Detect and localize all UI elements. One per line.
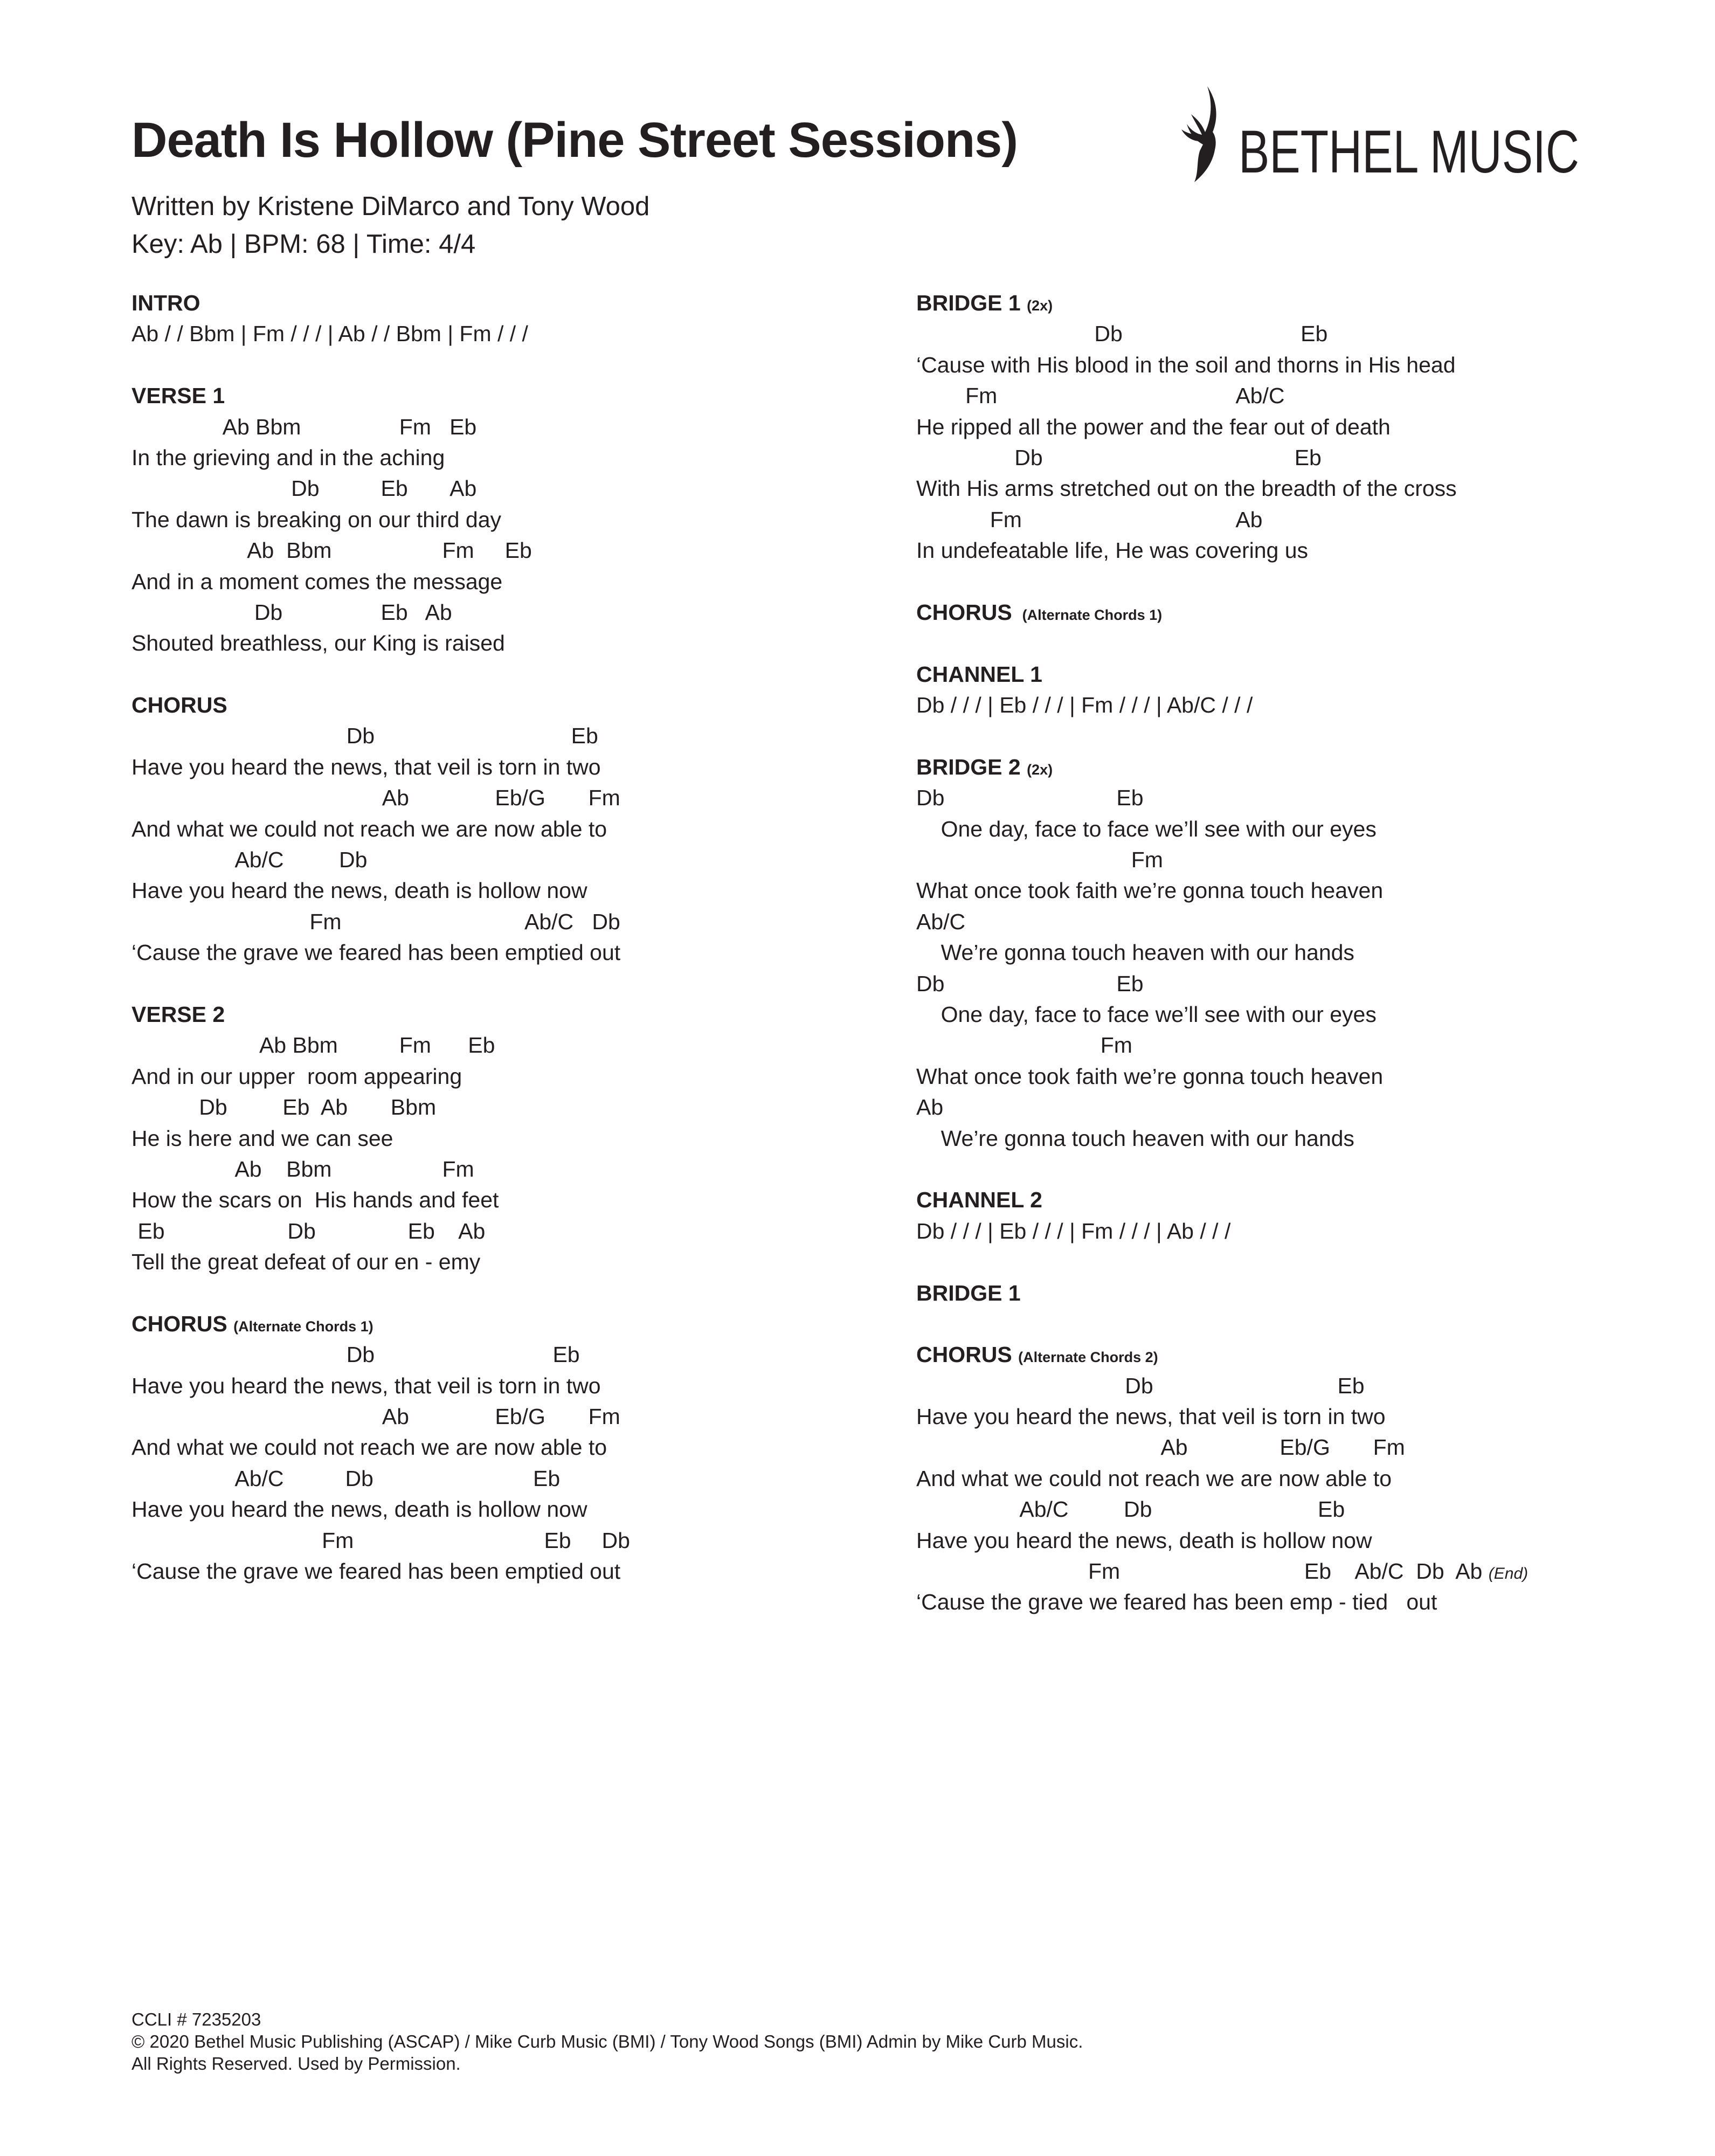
lyric-line: [132, 752, 886, 783]
blank-line: [916, 628, 1671, 659]
footer: [132, 2008, 1083, 2075]
chord-line: [916, 505, 1671, 535]
chords: Ab/C Db: [132, 847, 368, 873]
chord-line: [132, 907, 886, 937]
chord-line: [132, 412, 886, 443]
lyric-line: [132, 628, 886, 659]
section-title: BRIDGE 1: [916, 291, 1021, 315]
chords: Db Eb Ab Bbm: [132, 1095, 437, 1120]
section-title: CHORUS: [916, 599, 1012, 625]
bethel-music-logo: [1175, 81, 1585, 189]
lyric-line: [916, 1401, 1671, 1432]
right-column: [916, 288, 1671, 1618]
chords: Db Eb: [132, 1342, 580, 1367]
chord-line: [132, 597, 886, 628]
lyric-line: [916, 1061, 1671, 1092]
lyrics: And what we could not reach we are now able to: [132, 1435, 607, 1460]
blank-line: [916, 721, 1671, 751]
lyric-line: [132, 1556, 886, 1587]
chords: Ab/C Db Eb: [132, 1466, 561, 1491]
chords: Eb Db Eb Ab: [132, 1218, 486, 1243]
lyric-line: [132, 814, 886, 845]
lyrics: ‘Cause the grave we feared has been emptied out: [132, 1559, 621, 1584]
chords: Ab Bbm Fm Eb: [132, 414, 477, 439]
section-heading: [916, 288, 1671, 319]
chords: Fm: [916, 1033, 1132, 1058]
chords: Ab / / Bbm | Fm / / / | Ab / / Bbm | Fm / / /: [132, 321, 528, 347]
lyric-line: [132, 566, 886, 597]
chords: Ab: [916, 1095, 944, 1120]
lyric-line: [132, 1247, 886, 1277]
lyrics: Tell the great defeat of our en - emy: [132, 1249, 481, 1275]
section-heading: [916, 1278, 1671, 1309]
chord-line: [916, 1494, 1671, 1525]
lyric-line: [916, 999, 1671, 1030]
lyric-line: [916, 1463, 1671, 1494]
lyric-line: [916, 350, 1671, 381]
lyric-line: [916, 535, 1671, 566]
chords: Db Eb: [916, 971, 1144, 996]
lyric-line: [916, 473, 1671, 504]
rights-notice: All Rights Reserved. Used by Permission.: [132, 2054, 461, 2074]
chords: Ab Bbm Fm Eb: [132, 1033, 495, 1058]
lyrics: Have you heard the news, death is hollow now: [916, 1528, 1372, 1553]
section-heading: [916, 659, 1671, 690]
section-note: (2x): [1027, 761, 1053, 778]
lyrics: Have you heard the news, death is hollow now: [132, 1497, 587, 1522]
lyric-line: [132, 1123, 886, 1154]
lyric-line: [132, 1432, 886, 1463]
chord-line: [132, 1216, 886, 1247]
section-note: (Alternate Chords 2): [1018, 1349, 1158, 1366]
lyrics: And what we could not reach we are now able to: [916, 1466, 1392, 1491]
blank-line: [916, 566, 1671, 597]
lyrics: Have you heard the news, death is hollow now: [132, 878, 587, 903]
chord-line: [916, 319, 1671, 349]
lyrics: ‘Cause the grave we feared has been emp - tied out: [916, 1590, 1437, 1615]
section-note: (Alternate Chords 1): [233, 1318, 374, 1335]
chords: Fm Eb Db: [132, 1528, 630, 1553]
chord-line: [916, 1556, 1671, 1587]
song-meta: Key: Ab | BPM: 68 | Time: 4/4: [132, 230, 476, 259]
chords: Ab Eb/G Fm: [132, 1404, 620, 1429]
blank-line: [132, 969, 886, 999]
lyrics: What once took faith we’re gonna touch heaven: [916, 1063, 1384, 1089]
lyric-line: [132, 1371, 886, 1401]
blank-line: [132, 350, 886, 381]
chords: Ab Bbm Fm: [132, 1156, 474, 1181]
lyrics: Have you heard the news, that veil is torn in two: [916, 1404, 1386, 1429]
lyric-line: [916, 1123, 1671, 1154]
lyrics: ‘Cause the grave we feared has been emptied out: [132, 940, 621, 965]
lyrics: One day, face to face we’ll see with our eyes: [916, 1001, 1377, 1027]
lyric-line: [132, 1185, 886, 1215]
section-title: CHANNEL 2: [916, 1187, 1042, 1213]
blank-line: [916, 1247, 1671, 1277]
section-heading: [132, 690, 886, 721]
section-heading: [916, 597, 1671, 628]
chord-line: [132, 1339, 886, 1370]
section-note: (2x): [1027, 298, 1053, 314]
section-title: VERSE 1: [132, 383, 225, 409]
chord-line: [916, 690, 1671, 721]
chord-line: [132, 1154, 886, 1185]
section-heading: [132, 1309, 886, 1339]
lyrics: In undefeatable life, He was covering us: [916, 538, 1309, 563]
lyric-line: [132, 1494, 886, 1525]
lyric-line: [916, 937, 1671, 968]
chords: Ab Bbm Fm Eb: [132, 538, 532, 563]
lyrics: One day, face to face we’ll see with our eyes: [916, 816, 1377, 841]
chord-line: [132, 845, 886, 875]
lyrics: And what we could not reach we are now able to: [132, 816, 607, 841]
chords: Db / / / | Eb / / / | Fm / / / | Ab/C / / /: [916, 693, 1253, 718]
lyrics: Have you heard the news, that veil is torn in two: [132, 1373, 601, 1398]
chords: Ab/C: [916, 909, 966, 934]
lyric-line: [132, 1061, 886, 1092]
chord-line: [916, 969, 1671, 999]
lyrics: With His arms stretched out on the breadth of the cross: [916, 476, 1457, 501]
section-title: CHORUS: [132, 693, 227, 718]
blank-line: [916, 1309, 1671, 1339]
blank-line: [916, 1154, 1671, 1185]
chords: Ab/C Db Eb: [916, 1497, 1345, 1522]
lyrics: Shouted breathless, our King is raised: [132, 631, 505, 656]
section-note: (Alternate Chords 1): [1018, 606, 1163, 623]
lyrics: In the grieving and in the aching: [132, 445, 445, 470]
section-heading: [132, 381, 886, 411]
chords: Db / / / | Eb / / / | Fm / / / | Ab / / /: [916, 1218, 1231, 1243]
lyrics: ‘Cause with His blood in the soil and thorns in His head: [916, 352, 1456, 377]
lyrics: What once took faith we’re gonna touch heaven: [916, 878, 1384, 903]
lyrics: And in our upper room appearing: [132, 1063, 462, 1089]
logo-text: BETHEL MUSIC: [1239, 118, 1579, 185]
section-heading: [916, 1185, 1671, 1215]
song-title: Death Is Hollow (Pine Street Sessions): [132, 113, 1018, 168]
stag-icon: [1181, 86, 1216, 182]
lyric-line: [916, 1587, 1671, 1618]
chord-line: [132, 721, 886, 751]
chord-line: [132, 1092, 886, 1123]
chord-line: [916, 1092, 1671, 1123]
chord-line: [132, 783, 886, 813]
chords: Db Eb: [916, 1373, 1365, 1398]
lyrics: We’re gonna touch heaven with our hands: [916, 1125, 1354, 1151]
section-heading: [916, 752, 1671, 783]
chord-line: [132, 1463, 886, 1494]
copyright: © 2020 Bethel Music Publishing (ASCAP) / Mike Curb Music (BMI) / Tony Wood Songs (BMI) Admin by Mike Curb Music.: [132, 2031, 1083, 2051]
chords: Db Eb: [916, 445, 1322, 470]
lyric-line: [916, 412, 1671, 443]
lyrics: How the scars on His hands and feet: [132, 1187, 499, 1213]
lyric-line: [132, 875, 886, 906]
blank-line: [132, 1278, 886, 1309]
chord-line: [916, 1432, 1671, 1463]
blank-line: [132, 659, 886, 690]
chord-line: [916, 381, 1671, 411]
lyric-line: [916, 875, 1671, 906]
lyric-line: [132, 937, 886, 968]
chords: Db Eb: [916, 321, 1328, 347]
chords: Db Eb Ab: [132, 599, 452, 625]
chord-line: [132, 319, 886, 349]
lyrics: And in a moment comes the message: [132, 569, 503, 594]
chord-line: [132, 473, 886, 504]
lyric-line: [132, 505, 886, 535]
chord-line: [916, 907, 1671, 937]
chord-line: [916, 1030, 1671, 1061]
chords: Ab Eb/G Fm: [916, 1435, 1405, 1460]
left-column: [132, 288, 886, 1587]
section-title: CHORUS: [132, 1311, 227, 1336]
chords: Fm Ab/C: [916, 383, 1285, 409]
writers: Written by Kristene DiMarco and Tony Wood: [132, 192, 650, 221]
chord-line: [916, 845, 1671, 875]
chords: Db Eb Ab: [132, 476, 477, 501]
chords: Db Eb: [916, 785, 1144, 811]
lyrics: The dawn is breaking on our third day: [132, 507, 502, 532]
chords: Fm Eb Ab/C Db Ab: [916, 1559, 1483, 1584]
lyric-line: [132, 443, 886, 473]
chords: Fm Ab/C Db: [132, 909, 620, 934]
section-heading: [132, 999, 886, 1030]
chord-line: [916, 443, 1671, 473]
lyric-line: [916, 814, 1671, 845]
chords: Fm Ab: [916, 507, 1263, 532]
chords: Fm: [916, 847, 1163, 873]
chord-line: [916, 783, 1671, 813]
chord-line: [916, 1216, 1671, 1247]
section-title: VERSE 2: [132, 1001, 225, 1027]
chords: Ab Eb/G Fm: [132, 785, 620, 811]
end-note: (End): [1488, 1565, 1529, 1583]
lyric-line: [916, 1525, 1671, 1556]
section-title: CHANNEL 1: [916, 661, 1042, 687]
section-title: BRIDGE 1: [916, 1280, 1021, 1305]
chord-line: [132, 1030, 886, 1061]
chord-line: [916, 1371, 1671, 1401]
section-heading: [916, 1339, 1671, 1370]
section-title: BRIDGE 2: [916, 754, 1021, 779]
chord-line: [132, 1401, 886, 1432]
lyrics: We’re gonna touch heaven with our hands: [916, 940, 1354, 965]
chord-line: [132, 1525, 886, 1556]
lyrics: He is here and we can see: [132, 1125, 393, 1151]
section-heading: [132, 288, 886, 319]
chords: Db Eb: [132, 723, 598, 749]
chord-line: [132, 535, 886, 566]
lyrics: He ripped all the power and the fear out of death: [916, 414, 1391, 439]
lyrics: Have you heard the news, that veil is torn in two: [132, 754, 601, 779]
section-title: INTRO: [132, 291, 200, 315]
section-title: CHORUS: [916, 1342, 1012, 1367]
ccli-number: CCLI # 7235203: [132, 2009, 261, 2029]
